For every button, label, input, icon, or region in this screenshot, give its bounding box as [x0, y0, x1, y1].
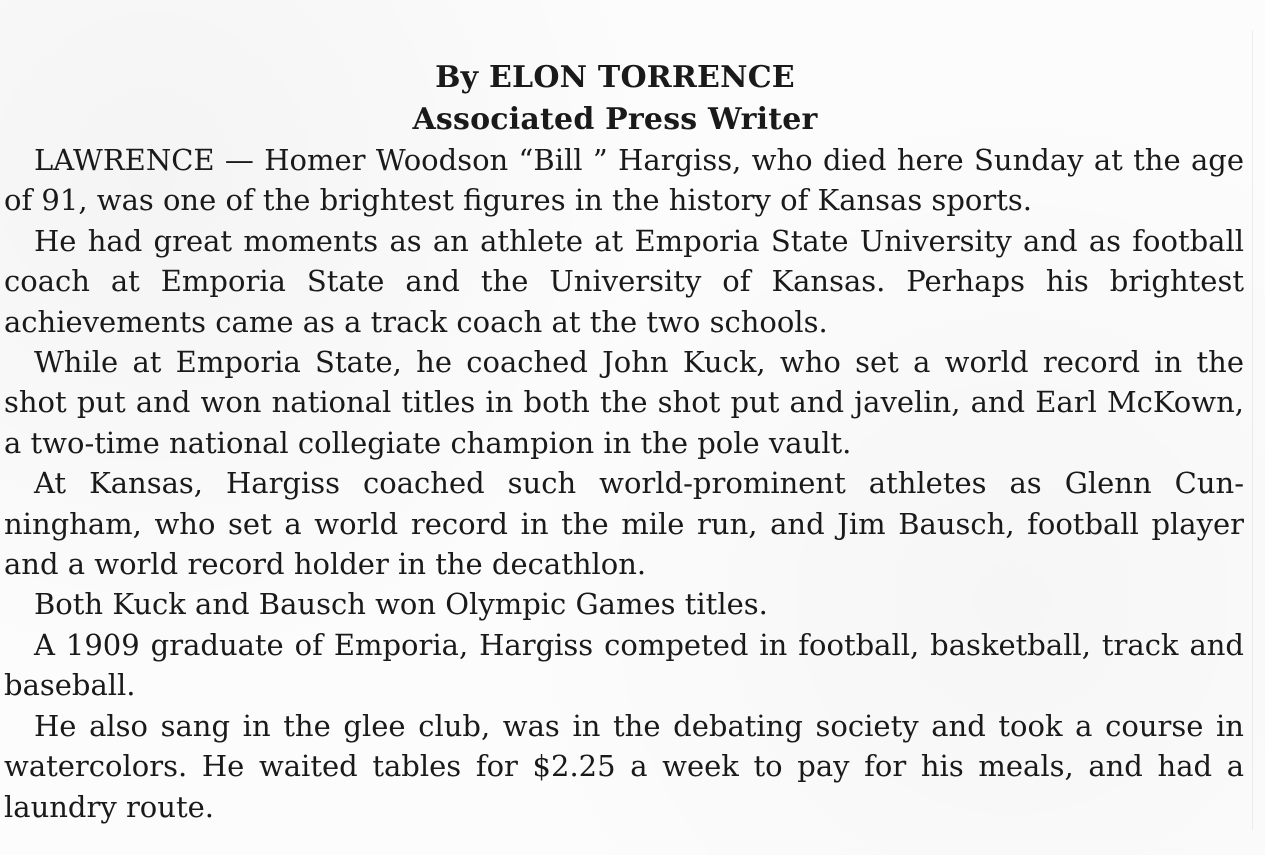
article-body: [4, 140, 1244, 827]
byline-author: By ELON TORRENCE: [435, 60, 795, 95]
article-paragraph: While at Emporia State, he coached John Kuck, who set a world record in the shot put and won national titles in both the shot put and javelin, and Earl McKown, a two-time national collegiate champion in the pole vault.: [4, 345, 1244, 460]
article-paragraph: A 1909 graduate of Emporia, Hargiss competed in football, basketball, track and baseball.: [4, 627, 1244, 703]
clipping-edge: [1252, 30, 1253, 830]
article-paragraph: He also sang in the glee club, was in the debating society and took a course in watercolors. He waited tables for $2.25 a week to pay for his meals, and had a laundry route.: [4, 708, 1244, 824]
article-paragraph: At Kansas, Hargiss coached such world-prominent athletes as Glenn Cun-ningham, who set a world record in the mile run, and Jim Bausch, football player and a world record holder in the decathlon.: [4, 466, 1244, 582]
byline-affiliation: Associated Press Writer: [412, 102, 818, 137]
article-paragraph: LAWRENCE — Homer Woodson “Bill ” Hargiss, who died here Sunday at the age of 91, was one of the brightest figures in the history of Kansas sports.: [4, 143, 1244, 218]
article-paragraph: Both Kuck and Bausch won Olympic Games titles.: [34, 587, 768, 622]
article-paragraph: He had great moments as an athlete at Emporia State University and as football coach at Emporia State and the University of Kansas. Perhaps his brightest achievements came as a track coach at the two schools.: [4, 223, 1244, 339]
